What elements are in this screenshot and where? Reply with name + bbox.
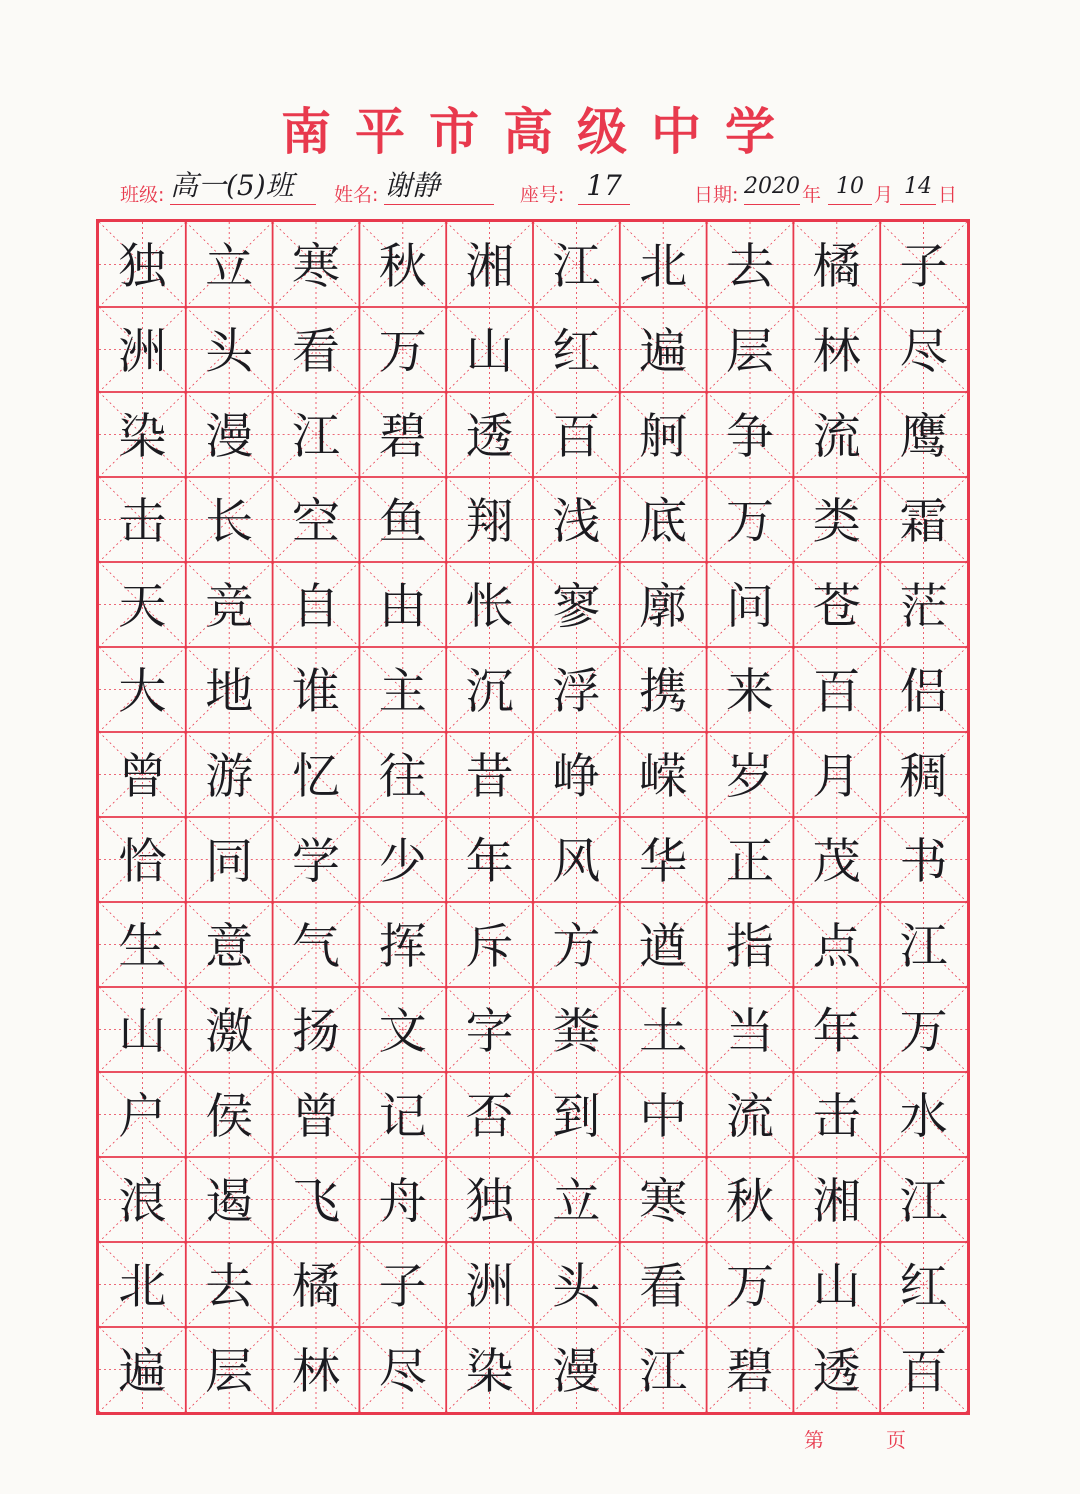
grid-character: 岁 <box>725 748 775 805</box>
grid-character: 类 <box>812 493 861 550</box>
grid-character: 廓 <box>639 578 688 635</box>
grid-character: 地 <box>205 663 254 720</box>
date-month-unit: 月 <box>874 184 894 206</box>
grid-character: 点 <box>812 918 861 975</box>
grid-character: 万 <box>725 1258 775 1315</box>
grid-character: 由 <box>378 578 427 635</box>
grid-character: 百 <box>899 1343 948 1400</box>
grid-character: 方 <box>552 918 601 975</box>
school-title: 南平市高级中学 <box>281 103 799 161</box>
grid-character: 层 <box>725 323 775 380</box>
grid-character: 茂 <box>812 833 861 890</box>
grid-character: 浪 <box>118 1173 167 1230</box>
grid-character: 天 <box>118 578 167 635</box>
grid-character: 遒 <box>639 918 688 975</box>
date-day-unit: 日 <box>938 184 958 206</box>
grid-character: 斥 <box>465 918 514 975</box>
grid-character: 看 <box>639 1258 688 1315</box>
grid-character: 年 <box>465 833 514 890</box>
grid-character: 沉 <box>465 663 514 720</box>
class-value: 高一(5)班 <box>170 168 316 205</box>
name-value: 谢静 <box>384 168 494 205</box>
grid-character: 问 <box>725 578 775 635</box>
grid-character: 曾 <box>291 1088 341 1145</box>
grid-character: 尽 <box>899 323 948 380</box>
grid-character: 头 <box>205 323 254 380</box>
grid-character: 流 <box>725 1088 775 1145</box>
grid-character: 透 <box>812 1343 861 1400</box>
grid-character: 去 <box>205 1258 254 1315</box>
grid-character: 忆 <box>291 748 341 805</box>
grid-character: 红 <box>899 1258 948 1315</box>
grid-character: 江 <box>291 408 341 465</box>
grid-character: 鹰 <box>899 408 948 465</box>
grid-character: 曾 <box>118 748 167 805</box>
date-month-value: 10 <box>828 168 872 205</box>
grid-character: 争 <box>725 408 775 465</box>
grid-character: 底 <box>639 493 688 550</box>
grid-character: 寒 <box>639 1173 688 1230</box>
page-number-suffix: 页 <box>886 1428 906 1452</box>
grid-character: 漫 <box>205 408 254 465</box>
grid-character: 橘 <box>291 1258 341 1315</box>
grid-character: 林 <box>812 323 861 380</box>
grid-character: 月 <box>812 748 861 805</box>
grid-character: 秋 <box>378 238 427 295</box>
grid-character: 击 <box>118 493 167 550</box>
grid-character: 茫 <box>899 578 948 635</box>
grid-character: 扬 <box>291 1003 341 1060</box>
grid-character: 染 <box>465 1343 514 1400</box>
seat-value: 17 <box>578 168 630 205</box>
date-label: 日期: <box>694 184 739 206</box>
grid-character: 独 <box>465 1173 514 1230</box>
grid-character: 携 <box>639 663 688 720</box>
grid-character: 水 <box>899 1088 948 1145</box>
grid-character: 游 <box>205 748 254 805</box>
grid-character: 中 <box>639 1088 688 1145</box>
grid-character: 峥 <box>552 748 601 805</box>
grid-character: 往 <box>378 748 427 805</box>
grid-character: 学 <box>291 833 341 890</box>
date-day-value: 14 <box>900 168 936 205</box>
grid-character: 洲 <box>118 323 167 380</box>
grid-character: 大 <box>118 663 167 720</box>
grid-character: 鱼 <box>378 493 427 550</box>
grid-character: 侯 <box>205 1088 254 1145</box>
header-info-row <box>0 170 1080 210</box>
grid-character: 年 <box>812 1003 861 1060</box>
grid-character: 万 <box>899 1003 948 1060</box>
grid-character: 北 <box>118 1258 167 1315</box>
grid-character: 舸 <box>639 408 688 465</box>
grid-character: 层 <box>205 1343 254 1400</box>
grid-character: 当 <box>725 1003 775 1060</box>
grid-character: 苍 <box>812 578 861 635</box>
grid-character: 流 <box>812 408 861 465</box>
grid-character: 来 <box>725 663 775 720</box>
grid-character: 字 <box>465 1003 514 1060</box>
grid-character: 山 <box>465 323 514 380</box>
grid-character: 风 <box>552 833 601 890</box>
grid-character: 百 <box>812 663 861 720</box>
grid-character: 寥 <box>552 578 601 635</box>
grid-character: 万 <box>378 323 427 380</box>
grid-character: 独 <box>118 238 167 295</box>
grid-character: 江 <box>899 918 948 975</box>
grid-character: 侣 <box>899 663 948 720</box>
mi-zi-practice-grid <box>99 222 967 1412</box>
grid-character: 否 <box>465 1088 514 1145</box>
grid-character: 翔 <box>465 493 514 550</box>
grid-character: 文 <box>378 1003 427 1060</box>
grid-character: 子 <box>899 238 948 295</box>
grid-character: 空 <box>291 493 341 550</box>
grid-character: 华 <box>639 833 688 890</box>
grid-character: 红 <box>552 323 601 380</box>
grid-character: 指 <box>725 918 775 975</box>
grid-character: 子 <box>378 1258 427 1315</box>
grid-character: 主 <box>378 663 427 720</box>
grid-character: 山 <box>812 1258 861 1315</box>
name-label: 姓名: <box>334 184 379 206</box>
grid-character: 江 <box>552 238 601 295</box>
grid-character: 气 <box>291 918 341 975</box>
grid-character: 到 <box>552 1088 601 1145</box>
grid-character: 橘 <box>812 238 861 295</box>
seat-label: 座号: <box>520 184 565 206</box>
page-number-prefix: 第 <box>804 1428 824 1452</box>
grid-character: 百 <box>552 408 601 465</box>
grid-character: 激 <box>205 1003 254 1060</box>
grid-character: 意 <box>205 918 254 975</box>
grid-character: 同 <box>205 833 254 890</box>
grid-character: 湘 <box>465 238 514 295</box>
grid-character: 昔 <box>465 748 514 805</box>
grid-character: 秋 <box>725 1173 775 1230</box>
grid-character: 生 <box>118 918 167 975</box>
grid-character: 遍 <box>118 1343 167 1400</box>
grid-character: 飞 <box>291 1173 341 1230</box>
grid-character: 江 <box>899 1173 948 1230</box>
grid-character: 浅 <box>552 493 601 550</box>
grid-character: 碧 <box>378 408 427 465</box>
grid-character: 挥 <box>378 918 427 975</box>
grid-character: 碧 <box>725 1343 775 1400</box>
grid-character: 漫 <box>552 1343 601 1400</box>
class-label: 班级: <box>120 184 165 206</box>
grid-character: 霜 <box>899 493 948 550</box>
grid-character: 竞 <box>205 578 254 635</box>
grid-character: 去 <box>725 238 775 295</box>
grid-character: 谁 <box>291 663 341 720</box>
grid-character: 正 <box>725 833 775 890</box>
grid-character: 尽 <box>378 1343 427 1400</box>
grid-character: 土 <box>639 1003 688 1060</box>
grid-character: 立 <box>552 1173 601 1230</box>
grid-character: 立 <box>205 238 254 295</box>
grid-character: 透 <box>465 408 514 465</box>
grid-character: 舟 <box>378 1173 427 1230</box>
grid-character: 遍 <box>639 323 688 380</box>
grid-character: 山 <box>118 1003 167 1060</box>
grid-character: 记 <box>378 1088 427 1145</box>
date-year-unit: 年 <box>802 184 822 206</box>
date-year-value: 2020 <box>744 168 800 205</box>
grid-character: 击 <box>812 1088 861 1145</box>
grid-character: 书 <box>899 833 948 890</box>
grid-character: 浮 <box>552 663 601 720</box>
grid-character: 怅 <box>465 578 514 635</box>
grid-character: 嵘 <box>639 748 688 805</box>
grid-character: 湘 <box>812 1173 861 1230</box>
grid-character: 稠 <box>899 748 948 805</box>
grid-character: 遏 <box>205 1173 254 1230</box>
grid-character: 看 <box>291 323 341 380</box>
grid-character: 粪 <box>552 1003 601 1060</box>
grid-character: 林 <box>291 1343 341 1400</box>
grid-character: 恰 <box>118 833 167 890</box>
grid-character: 江 <box>639 1343 688 1400</box>
grid-character: 户 <box>118 1088 167 1145</box>
grid-character: 头 <box>552 1258 601 1315</box>
grid-character: 少 <box>378 833 427 890</box>
grid-character: 万 <box>725 493 775 550</box>
grid-character: 自 <box>291 578 341 635</box>
grid-character: 寒 <box>291 238 341 295</box>
grid-character: 长 <box>205 493 254 550</box>
grid-character: 北 <box>639 238 688 295</box>
grid-character: 染 <box>118 408 167 465</box>
grid-character: 洲 <box>465 1258 514 1315</box>
